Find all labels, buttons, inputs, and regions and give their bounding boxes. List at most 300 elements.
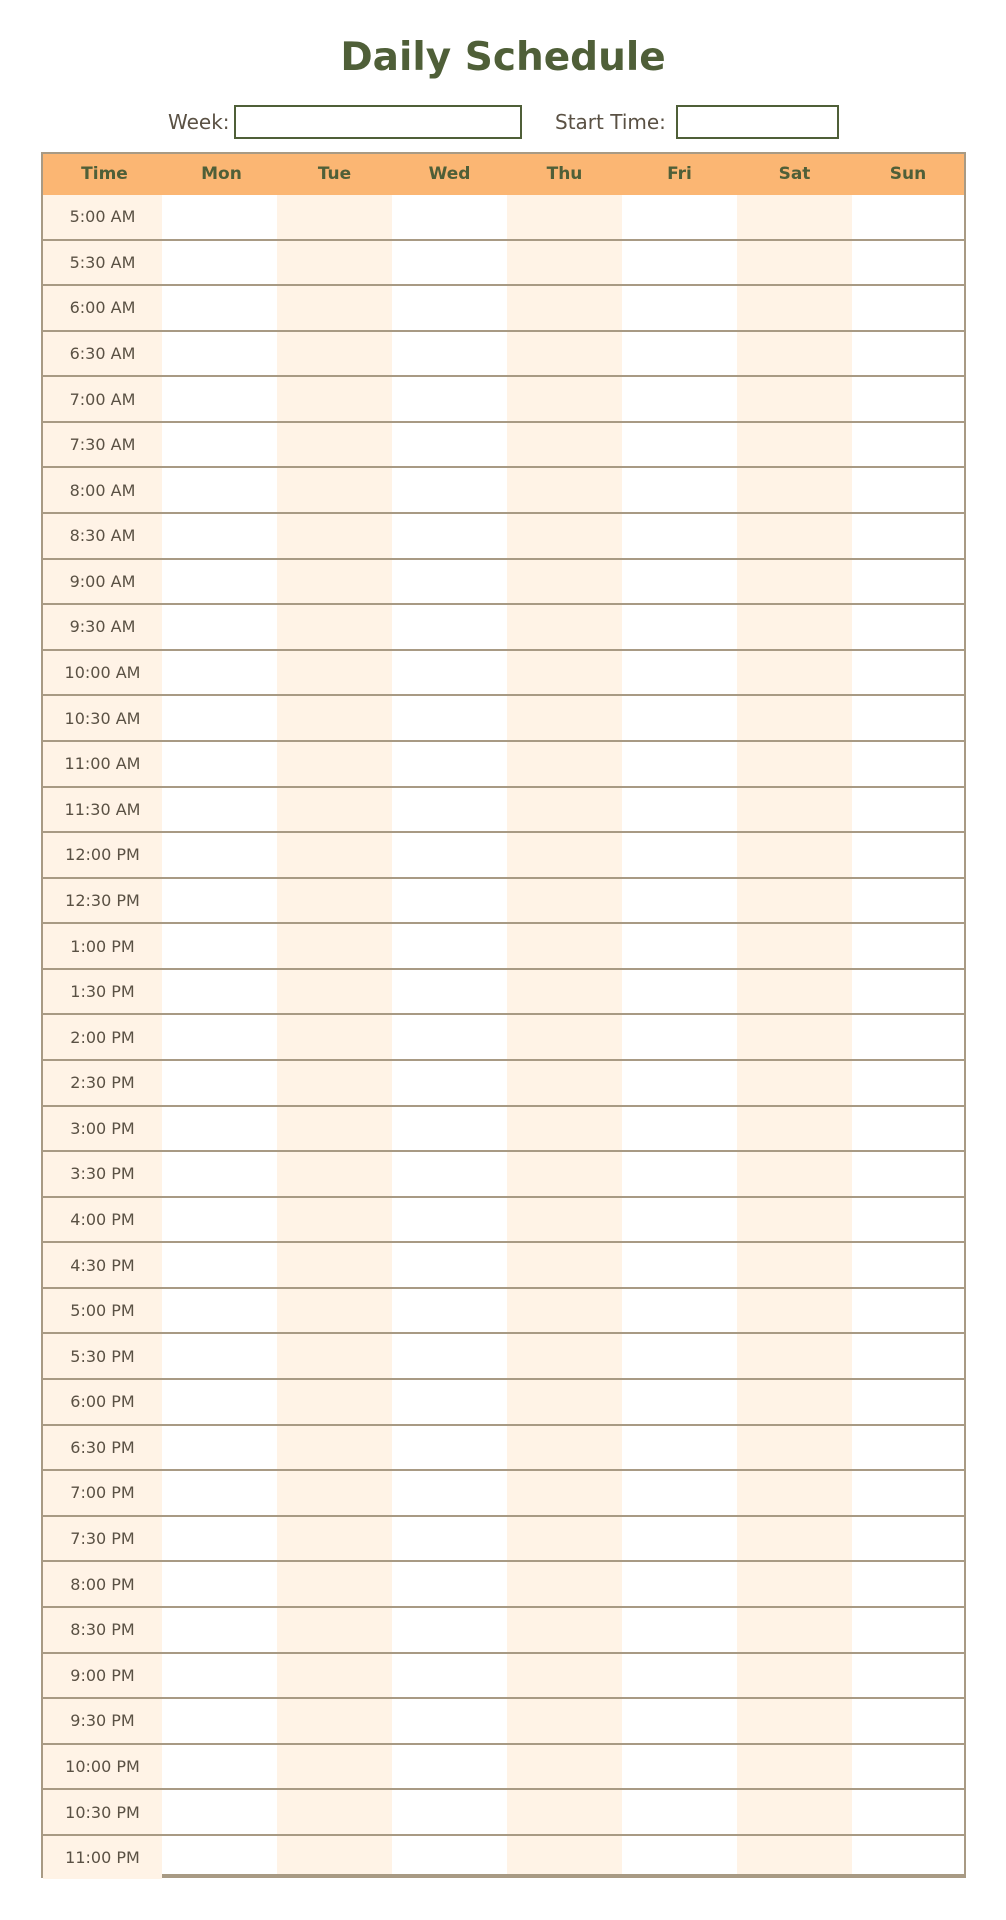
schedule-cell-tue[interactable] — [277, 1380, 392, 1424]
time-label: 7:00 AM — [43, 377, 162, 421]
schedule-cell-fri[interactable] — [622, 970, 737, 1014]
schedule-cell-wed[interactable] — [392, 1699, 507, 1743]
schedule-cell-mon[interactable] — [162, 560, 277, 604]
schedule-cell-sun[interactable] — [852, 788, 964, 832]
schedule-cell-sat[interactable] — [737, 1289, 852, 1333]
schedule-cell-tue[interactable] — [277, 924, 392, 968]
schedule-cell-mon[interactable] — [162, 788, 277, 832]
time-label: 8:00 PM — [43, 1562, 162, 1606]
schedule-cell-mon[interactable] — [162, 241, 277, 285]
schedule-cell-sat[interactable] — [737, 1107, 852, 1151]
schedule-cell-fri[interactable] — [622, 1790, 737, 1834]
schedule-cell-wed[interactable] — [392, 1745, 507, 1789]
schedule-cell-fri[interactable] — [622, 560, 737, 604]
schedule-cell-mon[interactable] — [162, 1471, 277, 1515]
schedule-cell-sat[interactable] — [737, 1654, 852, 1698]
schedule-cell-mon[interactable] — [162, 1608, 277, 1652]
schedule-cell-tue[interactable] — [277, 1243, 392, 1287]
schedule-cell-sat[interactable] — [737, 924, 852, 968]
schedule-cell-sat[interactable] — [737, 241, 852, 285]
schedule-cell-sun[interactable] — [852, 1289, 964, 1333]
schedule-cell-sat[interactable] — [737, 1471, 852, 1515]
schedule-cell-tue[interactable] — [277, 1289, 392, 1333]
schedule-cell-wed[interactable] — [392, 970, 507, 1014]
schedule-cell-sun[interactable] — [852, 605, 964, 649]
table-row — [43, 879, 964, 925]
schedule-cell-sat[interactable] — [737, 286, 852, 330]
schedule-cell-sat[interactable] — [737, 1061, 852, 1105]
schedule-cell-tue[interactable] — [277, 1471, 392, 1515]
schedule-cell-tue[interactable] — [277, 1790, 392, 1834]
schedule-cell-wed[interactable] — [392, 1608, 507, 1652]
schedule-cell-mon[interactable] — [162, 833, 277, 877]
schedule-cell-sat[interactable] — [737, 195, 852, 239]
schedule-cell-sat[interactable] — [737, 833, 852, 877]
schedule-cell-wed[interactable] — [392, 377, 507, 421]
schedule-cell-fri[interactable] — [622, 1654, 737, 1698]
schedule-cell-wed[interactable] — [392, 1243, 507, 1287]
schedule-cell-fri[interactable] — [622, 833, 737, 877]
week-input[interactable] — [234, 105, 522, 139]
schedule-cell-mon[interactable] — [162, 1562, 277, 1606]
schedule-cell-thu[interactable] — [507, 1790, 622, 1834]
schedule-cell-sat[interactable] — [737, 1608, 852, 1652]
schedule-cell-mon[interactable] — [162, 1289, 277, 1333]
schedule-cell-tue[interactable] — [277, 1836, 392, 1880]
schedule-cell-sun[interactable] — [852, 1061, 964, 1105]
schedule-cell-tue[interactable] — [277, 332, 392, 376]
schedule-cell-mon[interactable] — [162, 1517, 277, 1561]
schedule-cell-wed[interactable] — [392, 468, 507, 512]
schedule-cell-sat[interactable] — [737, 1790, 852, 1834]
schedule-cell-mon[interactable] — [162, 1836, 277, 1880]
time-label: 9:00 AM — [43, 560, 162, 604]
schedule-cell-sun[interactable] — [852, 423, 964, 467]
schedule-cell-fri[interactable] — [622, 286, 737, 330]
schedule-cell-thu[interactable] — [507, 879, 622, 923]
schedule-cell-thu[interactable] — [507, 1107, 622, 1151]
schedule-cell-fri[interactable] — [622, 1426, 737, 1470]
schedule-cell-sun[interactable] — [852, 1745, 964, 1789]
schedule-cell-wed[interactable] — [392, 924, 507, 968]
schedule-cell-wed[interactable] — [392, 1654, 507, 1698]
time-label: 7:30 PM — [43, 1517, 162, 1561]
schedule-cell-sun[interactable] — [852, 560, 964, 604]
schedule-cell-thu[interactable] — [507, 1061, 622, 1105]
schedule-cell-tue[interactable] — [277, 560, 392, 604]
header-time: Time — [81, 164, 128, 184]
schedule-cell-mon[interactable] — [162, 970, 277, 1014]
schedule-cell-sat[interactable] — [737, 970, 852, 1014]
schedule-cell-thu[interactable] — [507, 1471, 622, 1515]
schedule-cell-wed[interactable] — [392, 560, 507, 604]
schedule-cell-sat[interactable] — [737, 696, 852, 740]
schedule-cell-sun[interactable] — [852, 1517, 964, 1561]
schedule-cell-wed[interactable] — [392, 788, 507, 832]
schedule-cell-thu[interactable] — [507, 1608, 622, 1652]
table-row — [43, 1061, 964, 1107]
schedule-cell-tue[interactable] — [277, 1608, 392, 1652]
schedule-cell-fri[interactable] — [622, 241, 737, 285]
time-label: 12:30 PM — [43, 879, 162, 923]
schedule-cell-tue[interactable] — [277, 514, 392, 558]
schedule-cell-sun[interactable] — [852, 377, 964, 421]
schedule-cell-tue[interactable] — [277, 1654, 392, 1698]
schedule-cell-wed[interactable] — [392, 1289, 507, 1333]
schedule-cell-fri[interactable] — [622, 423, 737, 467]
schedule-cell-sat[interactable] — [737, 1152, 852, 1196]
schedule-cell-fri[interactable] — [622, 1107, 737, 1151]
schedule-cell-thu[interactable] — [507, 1334, 622, 1378]
schedule-cell-tue[interactable] — [277, 468, 392, 512]
schedule-cell-thu[interactable] — [507, 742, 622, 786]
schedule-cell-sun[interactable] — [852, 833, 964, 877]
schedule-cell-wed[interactable] — [392, 1380, 507, 1424]
schedule-cell-sat[interactable] — [737, 560, 852, 604]
schedule-cell-sun[interactable] — [852, 1654, 964, 1698]
table-row — [43, 468, 964, 514]
table-row — [43, 742, 964, 788]
schedule-cell-fri[interactable] — [622, 605, 737, 649]
table-row — [43, 1517, 964, 1563]
schedule-cell-tue[interactable] — [277, 651, 392, 695]
schedule-cell-wed[interactable] — [392, 1562, 507, 1606]
schedule-cell-mon[interactable] — [162, 1061, 277, 1105]
schedule-cell-fri[interactable] — [622, 1334, 737, 1378]
schedule-cell-sat[interactable] — [737, 1334, 852, 1378]
schedule-cell-fri[interactable] — [622, 1198, 737, 1242]
schedule-cell-sun[interactable] — [852, 1380, 964, 1424]
schedule-cell-sun[interactable] — [852, 1107, 964, 1151]
schedule-cell-sun[interactable] — [852, 1334, 964, 1378]
schedule-cell-fri[interactable] — [622, 332, 737, 376]
schedule-cell-sun[interactable] — [852, 514, 964, 558]
schedule-cell-wed[interactable] — [392, 605, 507, 649]
schedule-cell-wed[interactable] — [392, 742, 507, 786]
schedule-cell-sun[interactable] — [852, 1471, 964, 1515]
table-row — [43, 605, 964, 651]
schedule-cell-wed[interactable] — [392, 1107, 507, 1151]
schedule-cell-sat[interactable] — [737, 1562, 852, 1606]
schedule-cell-sat[interactable] — [737, 1517, 852, 1561]
table-row — [43, 1699, 964, 1745]
schedule-cell-sun[interactable] — [852, 195, 964, 239]
schedule-cell-thu[interactable] — [507, 1198, 622, 1242]
schedule-cell-fri[interactable] — [622, 1152, 737, 1196]
schedule-cell-mon[interactable] — [162, 332, 277, 376]
schedule-cell-sat[interactable] — [737, 468, 852, 512]
schedule-cell-thu[interactable] — [507, 1745, 622, 1789]
schedule-cell-wed[interactable] — [392, 195, 507, 239]
schedule-cell-thu[interactable] — [507, 1426, 622, 1470]
schedule-cell-sun[interactable] — [852, 651, 964, 695]
schedule-cell-fri[interactable] — [622, 468, 737, 512]
table-row — [43, 377, 964, 423]
schedule-cell-sat[interactable] — [737, 1745, 852, 1789]
schedule-cell-tue[interactable] — [277, 195, 392, 239]
table-row — [43, 286, 964, 332]
schedule-cell-thu[interactable] — [507, 605, 622, 649]
schedule-cell-sun[interactable] — [852, 879, 964, 923]
schedule-cell-thu[interactable] — [507, 924, 622, 968]
schedule-cell-thu[interactable] — [507, 560, 622, 604]
schedule-cell-sun[interactable] — [852, 970, 964, 1014]
schedule-cell-thu[interactable] — [507, 1152, 622, 1196]
schedule-cell-tue[interactable] — [277, 377, 392, 421]
schedule-cell-sat[interactable] — [737, 1836, 852, 1880]
schedule-cell-thu[interactable] — [507, 1243, 622, 1287]
schedule-cell-sat[interactable] — [737, 1380, 852, 1424]
schedule-cell-tue[interactable] — [277, 241, 392, 285]
schedule-cell-mon[interactable] — [162, 1334, 277, 1378]
schedule-cell-sun[interactable] — [852, 241, 964, 285]
schedule-cell-mon[interactable] — [162, 1107, 277, 1151]
schedule-cell-thu[interactable] — [507, 423, 622, 467]
schedule-cell-tue[interactable] — [277, 833, 392, 877]
schedule-cell-thu[interactable] — [507, 1015, 622, 1059]
schedule-cell-tue[interactable] — [277, 286, 392, 330]
schedule-cell-fri[interactable] — [622, 1562, 737, 1606]
schedule-cell-wed[interactable] — [392, 1471, 507, 1515]
schedule-cell-mon[interactable] — [162, 1243, 277, 1287]
schedule-rows — [43, 195, 964, 1879]
schedule-cell-fri[interactable] — [622, 879, 737, 923]
schedule-cell-fri[interactable] — [622, 1380, 737, 1424]
schedule-cell-thu[interactable] — [507, 651, 622, 695]
schedule-cell-fri[interactable] — [622, 377, 737, 421]
schedule-cell-wed[interactable] — [392, 1152, 507, 1196]
schedule-cell-thu[interactable] — [507, 788, 622, 832]
schedule-cell-wed[interactable] — [392, 651, 507, 695]
schedule-cell-thu[interactable] — [507, 241, 622, 285]
schedule-cell-fri[interactable] — [622, 1471, 737, 1515]
schedule-cell-wed[interactable] — [392, 1790, 507, 1834]
schedule-cell-sat[interactable] — [737, 1243, 852, 1287]
schedule-cell-tue[interactable] — [277, 1699, 392, 1743]
time-label: 5:00 AM — [43, 195, 162, 239]
schedule-cell-mon[interactable] — [162, 514, 277, 558]
schedule-cell-tue[interactable] — [277, 742, 392, 786]
schedule-cell-sat[interactable] — [737, 1426, 852, 1470]
schedule-cell-thu[interactable] — [507, 286, 622, 330]
schedule-cell-wed[interactable] — [392, 833, 507, 877]
table-row — [43, 1015, 964, 1061]
schedule-cell-thu[interactable] — [507, 833, 622, 877]
schedule-cell-tue[interactable] — [277, 605, 392, 649]
schedule-cell-fri[interactable] — [622, 1243, 737, 1287]
schedule-cell-sat[interactable] — [737, 1015, 852, 1059]
schedule-cell-sun[interactable] — [852, 1790, 964, 1834]
table-row — [43, 1790, 964, 1836]
schedule-cell-sat[interactable] — [737, 605, 852, 649]
header-wed: Wed — [428, 164, 471, 184]
schedule-cell-sun[interactable] — [852, 332, 964, 376]
schedule-cell-mon[interactable] — [162, 468, 277, 512]
schedule-cell-sun[interactable] — [852, 742, 964, 786]
schedule-cell-thu[interactable] — [507, 696, 622, 740]
schedule-cell-sat[interactable] — [737, 423, 852, 467]
schedule-cell-fri[interactable] — [622, 924, 737, 968]
table-row — [43, 924, 964, 970]
schedule-cell-tue[interactable] — [277, 1152, 392, 1196]
schedule-cell-tue[interactable] — [277, 788, 392, 832]
schedule-cell-sun[interactable] — [852, 1836, 964, 1880]
time-label: 6:00 PM — [43, 1380, 162, 1424]
schedule-cell-thu[interactable] — [507, 377, 622, 421]
schedule-cell-thu[interactable] — [507, 1654, 622, 1698]
schedule-cell-fri[interactable] — [622, 1836, 737, 1880]
header-fri: Fri — [667, 164, 692, 184]
table-row — [43, 1608, 964, 1654]
header-mon: Mon — [201, 164, 242, 184]
schedule-cell-fri[interactable] — [622, 1745, 737, 1789]
schedule-cell-tue[interactable] — [277, 879, 392, 923]
schedule-table — [41, 152, 966, 1878]
schedule-cell-sun[interactable] — [852, 1152, 964, 1196]
schedule-cell-wed[interactable] — [392, 332, 507, 376]
schedule-cell-sat[interactable] — [737, 1198, 852, 1242]
schedule-cell-wed[interactable] — [392, 696, 507, 740]
time-label: 3:00 PM — [43, 1107, 162, 1151]
schedule-cell-mon[interactable] — [162, 286, 277, 330]
time-label: 8:30 AM — [43, 514, 162, 558]
time-label: 5:30 AM — [43, 241, 162, 285]
schedule-cell-wed[interactable] — [392, 879, 507, 923]
schedule-cell-fri[interactable] — [622, 1699, 737, 1743]
schedule-cell-wed[interactable] — [392, 241, 507, 285]
schedule-cell-mon[interactable] — [162, 1198, 277, 1242]
schedule-cell-mon[interactable] — [162, 195, 277, 239]
schedule-cell-wed[interactable] — [392, 1517, 507, 1561]
schedule-cell-wed[interactable] — [392, 514, 507, 558]
schedule-cell-thu[interactable] — [507, 1699, 622, 1743]
schedule-cell-mon[interactable] — [162, 924, 277, 968]
schedule-cell-thu[interactable] — [507, 1289, 622, 1333]
schedule-cell-sat[interactable] — [737, 514, 852, 558]
time-label: 4:30 PM — [43, 1243, 162, 1287]
schedule-cell-mon[interactable] — [162, 1380, 277, 1424]
time-label: 10:30 AM — [43, 696, 162, 740]
schedule-cell-fri[interactable] — [622, 195, 737, 239]
schedule-cell-fri[interactable] — [622, 1015, 737, 1059]
schedule-cell-tue[interactable] — [277, 1198, 392, 1242]
schedule-cell-thu[interactable] — [507, 970, 622, 1014]
schedule-cell-wed[interactable] — [392, 1015, 507, 1059]
schedule-cell-sun[interactable] — [852, 468, 964, 512]
schedule-cell-fri[interactable] — [622, 1289, 737, 1333]
table-row — [43, 332, 964, 378]
schedule-cell-tue[interactable] — [277, 970, 392, 1014]
schedule-cell-mon[interactable] — [162, 742, 277, 786]
schedule-cell-mon[interactable] — [162, 1426, 277, 1470]
table-row — [43, 1380, 964, 1426]
schedule-cell-fri[interactable] — [622, 1517, 737, 1561]
schedule-cell-tue[interactable] — [277, 696, 392, 740]
schedule-cell-tue[interactable] — [277, 1015, 392, 1059]
schedule-cell-sat[interactable] — [737, 879, 852, 923]
table-row — [43, 1198, 964, 1244]
schedule-cell-mon[interactable] — [162, 651, 277, 695]
schedule-cell-thu[interactable] — [507, 1836, 622, 1880]
table-row — [43, 970, 964, 1016]
schedule-cell-mon[interactable] — [162, 1745, 277, 1789]
schedule-cell-wed[interactable] — [392, 1198, 507, 1242]
schedule-cell-wed[interactable] — [392, 1836, 507, 1880]
schedule-cell-tue[interactable] — [277, 423, 392, 467]
schedule-cell-wed[interactable] — [392, 423, 507, 467]
schedule-cell-sun[interactable] — [852, 1608, 964, 1652]
schedule-cell-tue[interactable] — [277, 1334, 392, 1378]
schedule-cell-mon[interactable] — [162, 696, 277, 740]
schedule-cell-fri[interactable] — [622, 651, 737, 695]
schedule-cell-thu[interactable] — [507, 195, 622, 239]
schedule-cell-thu[interactable] — [507, 468, 622, 512]
schedule-cell-thu[interactable] — [507, 1562, 622, 1606]
schedule-cell-mon[interactable] — [162, 1654, 277, 1698]
schedule-cell-sun[interactable] — [852, 1699, 964, 1743]
schedule-cell-thu[interactable] — [507, 332, 622, 376]
schedule-cell-thu[interactable] — [507, 1517, 622, 1561]
schedule-cell-mon[interactable] — [162, 879, 277, 923]
schedule-cell-sat[interactable] — [737, 742, 852, 786]
schedule-cell-fri[interactable] — [622, 742, 737, 786]
schedule-cell-sun[interactable] — [852, 1015, 964, 1059]
schedule-cell-thu[interactable] — [507, 1380, 622, 1424]
schedule-cell-mon[interactable] — [162, 1015, 277, 1059]
schedule-cell-sat[interactable] — [737, 332, 852, 376]
schedule-cell-mon[interactable] — [162, 1790, 277, 1834]
schedule-cell-sun[interactable] — [852, 1243, 964, 1287]
time-label: 5:30 PM — [43, 1334, 162, 1378]
schedule-cell-mon[interactable] — [162, 423, 277, 467]
schedule-cell-tue[interactable] — [277, 1061, 392, 1105]
schedule-cell-sun[interactable] — [852, 286, 964, 330]
schedule-cell-wed[interactable] — [392, 286, 507, 330]
schedule-cell-sun[interactable] — [852, 1426, 964, 1470]
schedule-cell-thu[interactable] — [507, 514, 622, 558]
schedule-cell-tue[interactable] — [277, 1517, 392, 1561]
schedule-cell-mon[interactable] — [162, 605, 277, 649]
start-time-input[interactable] — [676, 105, 839, 139]
schedule-cell-tue[interactable] — [277, 1107, 392, 1151]
schedule-cell-fri[interactable] — [622, 514, 737, 558]
schedule-cell-sun[interactable] — [852, 696, 964, 740]
schedule-cell-mon[interactable] — [162, 1152, 277, 1196]
schedule-cell-sun[interactable] — [852, 924, 964, 968]
schedule-cell-sat[interactable] — [737, 788, 852, 832]
schedule-cell-fri[interactable] — [622, 1061, 737, 1105]
schedule-cell-tue[interactable] — [277, 1562, 392, 1606]
schedule-cell-mon[interactable] — [162, 377, 277, 421]
schedule-cell-tue[interactable] — [277, 1745, 392, 1789]
schedule-cell-wed[interactable] — [392, 1334, 507, 1378]
schedule-cell-sun[interactable] — [852, 1562, 964, 1606]
schedule-cell-mon[interactable] — [162, 1699, 277, 1743]
schedule-cell-fri[interactable] — [622, 1608, 737, 1652]
schedule-cell-wed[interactable] — [392, 1061, 507, 1105]
time-label: 11:00 AM — [43, 742, 162, 786]
schedule-cell-tue[interactable] — [277, 1426, 392, 1470]
schedule-cell-sat[interactable] — [737, 651, 852, 695]
schedule-cell-fri[interactable] — [622, 696, 737, 740]
schedule-cell-sun[interactable] — [852, 1198, 964, 1242]
table-row — [43, 1289, 964, 1335]
schedule-cell-fri[interactable] — [622, 788, 737, 832]
time-label: 10:30 PM — [43, 1790, 162, 1834]
schedule-cell-sat[interactable] — [737, 1699, 852, 1743]
schedule-cell-wed[interactable] — [392, 1426, 507, 1470]
schedule-cell-sat[interactable] — [737, 377, 852, 421]
